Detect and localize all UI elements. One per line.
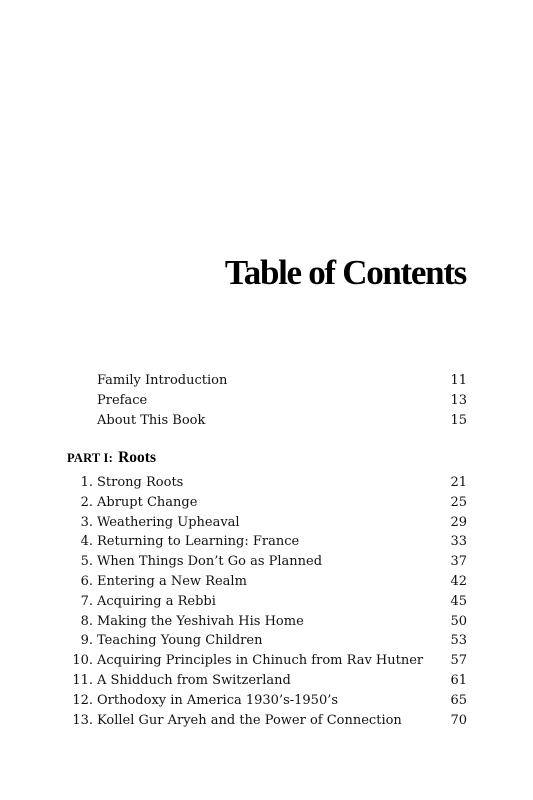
entry-page-number: 15 bbox=[450, 412, 467, 428]
chapter-entry[interactable] bbox=[0, 592, 533, 612]
chapter-title: Abrupt Change bbox=[97, 494, 198, 510]
front-matter-entry[interactable] bbox=[0, 391, 533, 411]
front-matter-entry[interactable] bbox=[0, 371, 533, 391]
chapter-title: Acquiring Principles in Chinuch from Rav Hutner bbox=[97, 653, 424, 669]
chapter-number: 3. bbox=[80, 514, 93, 530]
chapter-page-number: 57 bbox=[450, 653, 467, 669]
chapter-title: When Things Don’t Go as Planned bbox=[97, 554, 323, 570]
chapter-number: 2. bbox=[80, 494, 93, 510]
chapter-entry[interactable] bbox=[0, 711, 533, 731]
chapter-entry[interactable] bbox=[0, 493, 533, 513]
chapter-entry[interactable] bbox=[0, 651, 533, 671]
chapter-page-number: 33 bbox=[450, 534, 467, 550]
entry-page-number: 11 bbox=[450, 373, 467, 388]
chapter-number: 13. bbox=[72, 712, 93, 728]
chapter-entry[interactable] bbox=[0, 691, 533, 711]
chapter-page-number: 25 bbox=[450, 494, 467, 510]
chapter-page-number: 37 bbox=[450, 554, 467, 570]
chapter-number: 9. bbox=[80, 633, 93, 649]
chapter-entry[interactable] bbox=[0, 552, 533, 572]
chapter-title: Making the Yeshivah His Home bbox=[97, 613, 304, 629]
chapter-entry[interactable] bbox=[0, 671, 533, 691]
entry-title: About This Book bbox=[97, 412, 206, 428]
chapter-title: Acquiring a Rebbi bbox=[97, 593, 216, 609]
chapter-number: 12. bbox=[72, 692, 93, 708]
chapter-number: 8. bbox=[80, 613, 93, 629]
chapter-title: Strong Roots bbox=[97, 475, 184, 490]
chapter-number: 5. bbox=[80, 554, 93, 570]
chapter-page-number: 50 bbox=[450, 613, 467, 629]
chapter-number: 6. bbox=[80, 573, 93, 589]
chapter-number: 11. bbox=[72, 672, 93, 688]
chapter-entry[interactable] bbox=[0, 631, 533, 651]
chapter-page-number: 61 bbox=[450, 672, 467, 688]
part-heading bbox=[67, 446, 156, 469]
page-title: Table of Contents bbox=[224, 253, 466, 293]
chapter-list bbox=[0, 473, 533, 730]
chapter-page-number: 29 bbox=[450, 514, 467, 530]
chapter-title: Returning to Learning: France bbox=[97, 534, 300, 550]
chapter-entry[interactable] bbox=[0, 532, 533, 552]
chapter-entry[interactable] bbox=[0, 473, 533, 493]
part-name: Roots bbox=[118, 449, 156, 466]
chapter-entry[interactable] bbox=[0, 612, 533, 632]
front-matter-list bbox=[0, 371, 533, 430]
chapter-title: Orthodoxy in America 1930’s-1950’s bbox=[97, 692, 339, 708]
chapter-title: Weathering Upheaval bbox=[97, 514, 240, 530]
entry-title: Preface bbox=[97, 392, 148, 408]
chapter-page-number: 65 bbox=[450, 692, 467, 708]
chapter-page-number: 53 bbox=[450, 633, 467, 649]
chapter-title: Kollel Gur Aryeh and the Power of Connection bbox=[97, 712, 402, 728]
chapter-number: 7. bbox=[80, 593, 93, 609]
entry-page-number: 13 bbox=[450, 392, 467, 408]
chapter-entry[interactable] bbox=[0, 513, 533, 533]
chapter-number: 10. bbox=[72, 653, 93, 669]
chapter-page-number: 45 bbox=[450, 593, 467, 609]
chapter-page-number: 70 bbox=[450, 712, 467, 728]
chapter-page-number: 21 bbox=[450, 475, 467, 490]
chapter-number: 1. bbox=[80, 475, 93, 490]
chapter-page-number: 42 bbox=[450, 573, 467, 589]
chapter-title: A Shidduch from Switzerland bbox=[97, 672, 291, 688]
part-prefix: PART I: bbox=[67, 451, 113, 465]
chapter-entry[interactable] bbox=[0, 572, 533, 592]
chapter-title: Entering a New Realm bbox=[97, 573, 247, 589]
chapter-title: Teaching Young Children bbox=[97, 633, 263, 649]
entry-title: Family Introduction bbox=[97, 373, 228, 388]
front-matter-entry[interactable] bbox=[0, 411, 533, 431]
chapter-number: 4. bbox=[80, 534, 93, 550]
